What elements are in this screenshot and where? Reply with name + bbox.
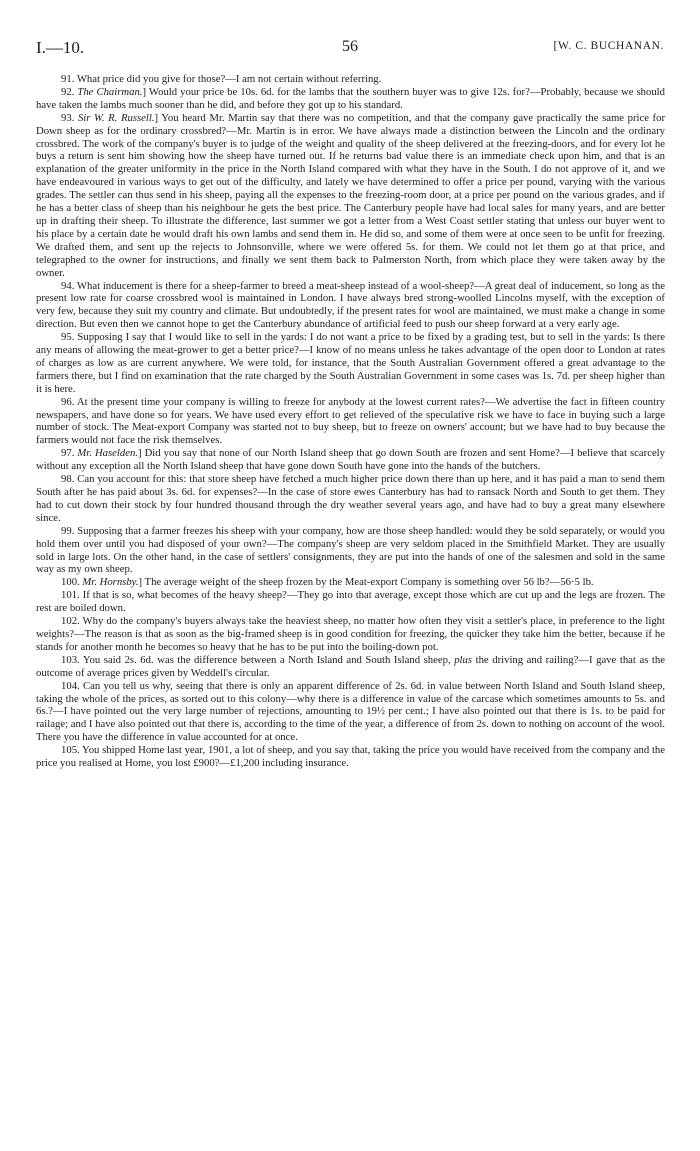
question-105: 105. You shipped Home last year, 1901, a lot of sheep, and you say that, taking the price you would have received from the company and the price you realised at Home, you lost £900?—£1,200 including insurance. xyxy=(36,744,665,770)
testimony-body xyxy=(36,73,665,770)
question-102: 102. Why do the company's buyers always take the heaviest sheep, no matter how often they visit a settler's place, in preference to the light weights?—The reason is that as soon as the big-framed sheep is in good condition for freezing, the quicker they take him the better, because if he stands for another month he becomes so heavy that he has to be put into the boiling-down pot. xyxy=(36,615,665,653)
question-92: 92. The Chairman.] Would your price be 10s. 6d. for the lambs that the southern buyer was to give 12s. for?—Probably, because we should have taken the lambs much sooner than he did, and before they got up to his standard. xyxy=(36,85,665,111)
question-100: 100. Mr. Hornsby.] The average weight of the sheep frozen by the Meat-export Company is something over 56 lb?—56·5 lb. xyxy=(61,576,594,589)
question-103: 103. You said 2s. 6d. was the difference between a North Island and South Island sheep, plus the driving and railing?—I gave that as the outcome of average prices given by Weddell's circular. xyxy=(36,653,665,679)
page-number: 56 xyxy=(342,38,358,55)
speaker-name: The Chairman. xyxy=(77,85,143,98)
page-reference: I.—10. xyxy=(36,38,85,57)
page-header xyxy=(36,38,664,60)
question-104: 104. Can you tell us why, seeing that there is only an apparent difference of 2s. 6d. in value between North Island and South Island sheep, taking the whole of the prices, as sorted out to this colony—why there is a difference in value of the carcase which sometimes amounts to 5s. and 6s.?—I have pointed out the very large number of rejections, amounting to 19½ per cent.; I have also pointed out that there is 1s. to be paid for railage; and I have also pointed out that there is, according to the time of the year, a difference of from 2s. down to nothing on account of the wool. There you have the difference in value accounted for at once. xyxy=(36,679,665,744)
speaker-name: Mr. Haselden. xyxy=(77,447,138,460)
italic-term: plus xyxy=(454,653,473,666)
question-94: 94. What inducement is there for a sheep-farmer to breed a meat-sheep instead of a wool-sheep?—A great deal of inducement, so long as the present low rate for coarse crossbred wool is maintained in London. I have always bred strong-woolled Lincolns myself, with the exception of very few, because they suit my country and climate. But undoubtedly, if the present rates for wool are maintained, we must make a change in some direction. But even then we cannot hope to get the Canterbury abundance of artificial feed to push our sheep forward at a very early age. xyxy=(36,279,665,331)
question-91: 91. What price did you give for those?—I am not certain without referring. xyxy=(61,73,382,85)
question-93: 93. Sir W. R. Russell.] You heard Mr. Martin say that there was no competition, and that the company gave practically the same price for Down sheep as for the ordinary crossbred?—Mr. Martin is in error. We have always made a distinction between the Lincoln and the ordinary crossbred. The work of the company's buyer is to judge of the weight and quality of the sheep delivered at the freezing-doors, and for every lot he buys a return is sent him showing how the sheep have turned out. If he returns bad value there is an immediate check upon him, and that is an explanation of the greater uniformity in the price in the North Island compared with what they have in the South. I do not approve of it, and we have endeavoured in various ways to get out of the difficulty, and lately we have determined to offer a price per pound, varying with the various grades. The settler can thus send in his sheep, paying all the expenses to the freezing-room door, at a price per pound on the various grades, and if he has a better class of sheep than his neighbour he gets the best price. The Canterbury people have had local sales for many years, and are better up in drafting their sheep. To illustrate the difference, last summer we got a letter from a West Coast settler stating that unless our buyer went to his place by a certain date he would draft his own lambs and send them in. He did so, and some of them were at once seen to be unfit for freezing. We drafted them, and sent up the rejects to Johnsonville, where we were offered 5s. for them. We could not let them go at that price, and telegraphed to the owner for instructions, and finally we sent them back to Palmerston North, from which place they were taken away by the owner. xyxy=(36,111,666,279)
speaker-name: Mr. Hornsby. xyxy=(82,576,139,589)
question-99: 99. Supposing that a farmer freezes his sheep with your company, how are those sheep handled: would they be sold separately, or would you hold them over until you had disposed of your own?—The company's sheep are very seldom placed in the Smithfield Market. They are usually sold in large lots. On the other hand, in the case of settlers' consignments, they are put into the hands of one of the salesmen and sold in the same way as my own sheep. xyxy=(36,524,665,576)
question-96: 96. At the present time your company is willing to freeze for anybody at the lowest current rates?—We advertise the fact in fifteen country newspapers, and have done so for years. We have used every effort to get relieved of the speculative risk we have to face in buying such a large number of stock. The Meat-export Company was started not to buy sheep, but to freeze on owners' account; but we have had to buy because the farmers would not face the risk themselves. xyxy=(36,395,665,447)
question-97: 97. Mr. Haselden.] Did you say that none of our North Island sheep that go down South are frozen and sent Home?—I believe that scarcely without any exception all the North Island sheep that have gone down South have gone into the hands of the butchers. xyxy=(36,447,665,473)
question-95: 95. Supposing I say that I would like to sell in the yards: I do not want a price to be fixed by a grading test, but to sell in the yards: Is there any means of allowing the meat-grower to get a better price?—I know of no means unless he takes advantage of the open door to London at rates of charges as low as are current anywhere. We were told, for instance, that the South Australian Government offered a great advantage to the farmers there, but I find on examination that the rate charged by the South Australian Government in some cases was 1s. 7d. per sheep higher than it is here. xyxy=(36,331,665,395)
witness-name: [W. C. BUCHANAN. xyxy=(553,40,664,52)
question-98: 98. Can you account for this: that store sheep have fetched a much higher price down there than up here, and it has paid a man to send them South after he has paid about 3s. 6d. for expenses?—In the case of store ewes Canterbury has had to ransack North and South to get them. They had to cut down their stock by four hundred thousand through the dry weather several years ago, and have had to buy a great many elsewhere since. xyxy=(36,473,665,524)
speaker-name: Sir W. R. Russell. xyxy=(77,111,155,124)
question-101: 101. If that is so, what becomes of the heavy sheep?—They go into that average, except those which are cut up and the legs are frozen. The rest are boiled down. xyxy=(36,589,665,615)
